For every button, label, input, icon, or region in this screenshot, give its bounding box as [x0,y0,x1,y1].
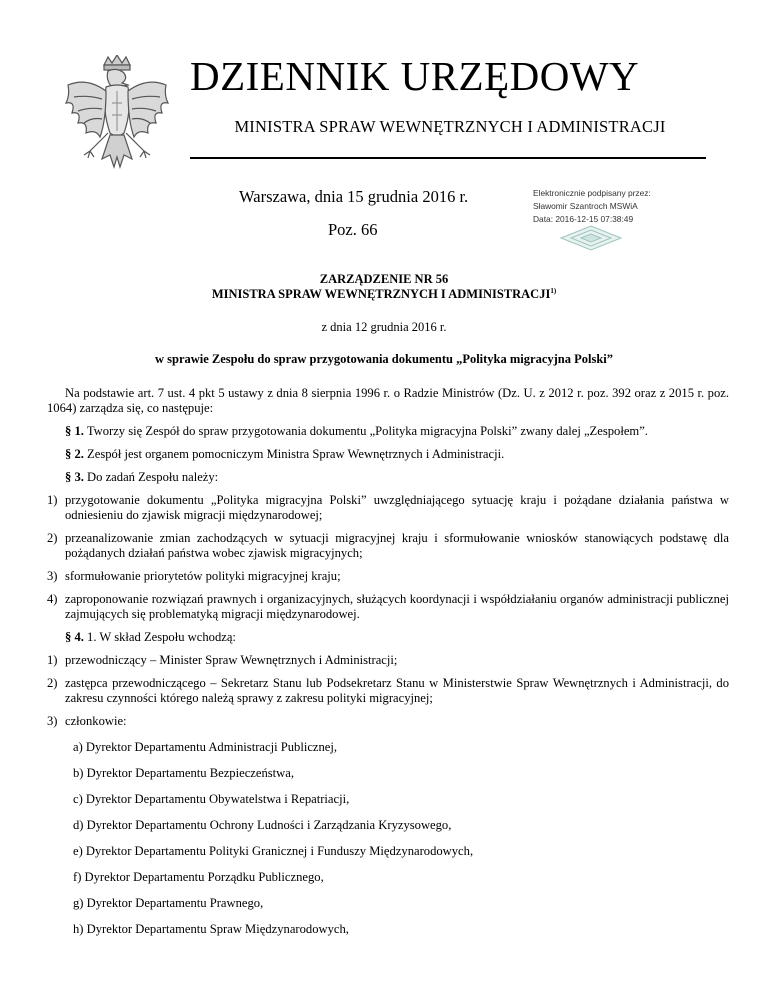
signature-line-1: Elektronicznie podpisany przez: [533,188,651,198]
list-item-text: członkowie: [65,714,127,728]
paragraph-3-text: Do zadań Zespołu należy: [87,470,219,484]
member-item: a) Dyrektor Departamentu Administracji Publicznej, [73,740,338,754]
act-body [47,367,729,937]
list-item [47,569,729,584]
member-item: e) Dyrektor Departamentu Polityki Granicznej i Funduszy Międzynarodowych, [73,844,474,858]
act-subject: w sprawie Zespołu do spraw przygotowania dokumentu „Polityka migracyjna Polski” [154,352,614,366]
signature-line-3: Data: 2016-12-15 07:38:49 [533,214,634,224]
paragraph-1-mark: § 1. [65,424,84,438]
list-item-text: przewodniczący – Minister Spraw Wewnętrznych i Administracji; [65,653,398,667]
act-heading: ZARZĄDZENIE NR 56 [319,272,449,286]
list-item-text: zaproponowanie rozwiązań prawnych i organizacyjnych, służących koordynacji i współdziałaniu organów administracji publicznej zajmujących się problematyką migracji międzynarodowej. [65,592,729,621]
list-item [47,493,729,523]
list-item-number: 2) [47,531,58,545]
paragraph-2-mark: § 2. [65,447,84,461]
member-item: h) Dyrektor Departamentu Spraw Międzynarodowych, [73,922,349,936]
ministry-subtitle: MINISTRA SPRAW WEWNĘTRZNYCH I ADMINISTRACJI [234,117,666,136]
list-item-number: 3) [47,569,58,583]
list-item-number: 1) [47,653,58,667]
member-item: g) Dyrektor Departamentu Prawnego, [73,896,264,910]
paragraph-2-text: Zespół jest organem pomocniczym Ministra Spraw Wewnętrznych i Administracji. [87,447,505,461]
paragraph-3-mark: § 3. [65,470,84,484]
publication-date: Warszawa, dnia 15 grudnia 2016 r. [239,187,469,206]
position-number: Poz. 66 [328,220,378,239]
list-item [47,592,729,622]
signature-line-2: Sławomir Szantroch MSWiA [533,201,638,211]
member-item: f) Dyrektor Departamentu Porządku Publicznego, [73,870,324,884]
signature-stamp-icon [559,224,623,252]
act-issuer [40,287,728,302]
electronic-signature-note [533,187,733,226]
paragraph-4 [47,630,729,645]
list-item-text: przeanalizowanie zmian zachodzących w sytuacji migracyjnej kraju i sformułowanie wniosków stanowiących podstawę dla pożądanych działań państwa wobec zjawisk migracyjnych; [65,531,729,560]
member-item: c) Dyrektor Departamentu Obywatelstwa i Repatriacji, [73,792,350,806]
act-date: z dnia 12 grudnia 2016 r. [321,320,447,334]
journal-title: DZIENNIK URZĘDOWY [190,53,640,99]
list-item-text: przygotowanie dokumentu „Polityka migracyjna Polski” uwzględniającego sytuację kraju i pożądane działania państwa w odniesieniu do zjawisk migracji międzynarodowej; [65,493,729,522]
header-divider [190,157,706,159]
paragraph-1 [47,424,729,439]
polish-eagle-emblem [62,55,172,193]
list-item-text: zastępca przewodniczącego – Sekretarz Stanu lub Podsekretarz Stanu w Ministerstwie Spraw Wewnętrznych i Administracji, do zakresu czynności którego należą sprawy z zakresu polityki migracyjnej; [65,676,729,705]
paragraph-2 [47,447,729,462]
paragraph-3 [47,470,729,485]
list-item-number: 1) [47,493,58,507]
footnote-mark: 1) [550,286,557,295]
member-item: d) Dyrektor Departamentu Ochrony Ludności i Zarządzania Kryzysowego, [73,818,452,832]
preamble: Na podstawie art. 7 ust. 4 pkt 5 ustawy z dnia 8 sierpnia 1996 r. o Radzie Ministrów (Dz. U. z 2012 r. poz. 392 oraz z 2015 r. poz. 1064) zarządza się, co następuje: [47,386,729,415]
list-item-number: 3) [47,714,58,728]
member-item: b) Dyrektor Departamentu Bezpieczeństwa, [73,766,294,780]
paragraph-4-text: 1. W skład Zespołu wchodzą: [87,630,236,644]
list-item-number: 4) [47,592,58,606]
paragraph-1-text: Tworzy się Zespół do spraw przygotowania dokumentu „Polityka migracyjna Polski” zwany dalej „Zespołem”. [86,424,648,438]
list-item [47,676,729,706]
list-item-text: sformułowanie priorytetów polityki migracyjnej kraju; [65,569,341,583]
list-item-number: 2) [47,676,58,690]
list-item [47,714,729,729]
list-item [47,653,729,668]
paragraph-4-mark: § 4. [65,630,84,644]
act-issuer-text: MINISTRA SPRAW WEWNĘTRZNYCH I ADMINISTRACJI [211,287,551,301]
list-item [47,531,729,561]
